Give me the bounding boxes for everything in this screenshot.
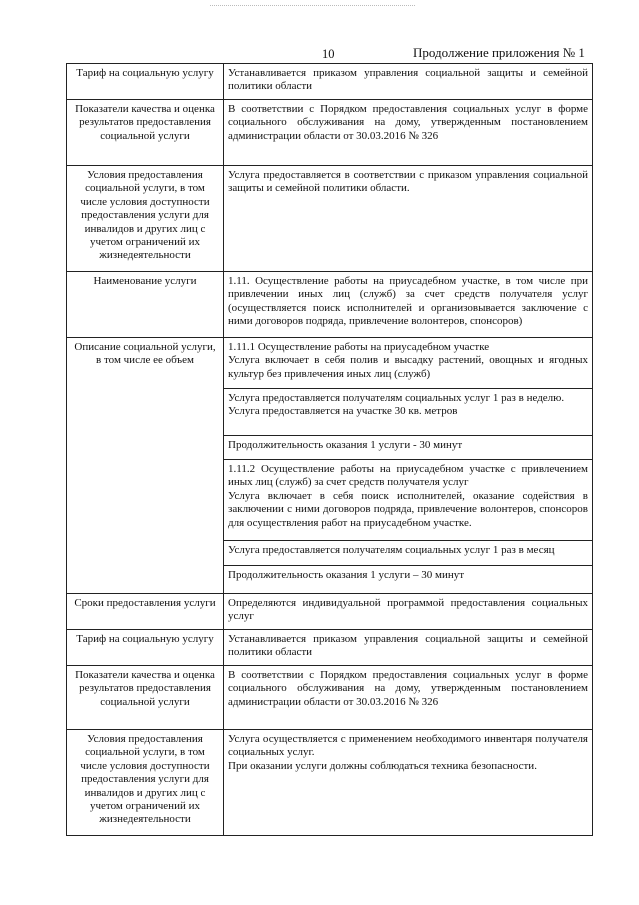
table-row: [67, 630, 593, 666]
row-label-description: Описание социальной услуги, в том числе ее объем: [67, 338, 224, 594]
row-value-conditions: Услуга предоставляется в соответствии с приказом управления социальной защиты и семейной политики области.: [224, 166, 593, 272]
description-item-text: Услуга включает в себя полив и высадку растений, овощных и ягодных культур без привлечения иных лиц (служб): [228, 354, 588, 380]
table-row: [67, 666, 593, 730]
table-row: [67, 730, 593, 836]
row-value-tariff: Устанавливается приказом управления социальной защиты и семейной политики области: [224, 630, 593, 666]
row-value-quality: В соответствии с Порядком предоставления социальных услуг в форме социального обслуживания на дому, утвержденным постановлением администрации области от 30.03.2016 № 326: [224, 100, 593, 166]
table-row: [67, 338, 593, 389]
row-value-conditions: [224, 730, 593, 836]
conditions-text: Услуга осуществляется с применением необходимого инвентаря получателя социальных услуг.: [228, 733, 588, 759]
row-label-conditions: Условия предоставления социальной услуги, в том числе условия доступности предоставления услуги для инвалидов и других лиц с учетом ограничений их жизнедеятельности: [67, 730, 224, 836]
description-item: [224, 566, 593, 594]
row-value-terms: Определяются индивидуальной программой предоставления социальных услуг: [224, 594, 593, 630]
row-value-tariff: Устанавливается приказом управления социальной защиты и семейной политики области: [224, 64, 593, 100]
description-item-title: 1.11.1 Осуществление работы на приусадебном участке: [228, 341, 490, 353]
description-item-title: Продолжительность оказания 1 услуги - 30 минут: [228, 439, 463, 451]
table-row: [67, 166, 593, 272]
description-item: [224, 541, 593, 566]
description-item-title: Продолжительность оказания 1 услуги – 30 минут: [228, 569, 465, 581]
row-label-quality: Показатели качества и оценка результатов предоставления социальной услуги: [67, 100, 224, 166]
conditions-safety-text: При оказании услуги должны соблюдаться техника безопасности.: [228, 759, 537, 772]
description-item: [224, 436, 593, 460]
row-value-quality: В соответствии с Порядком предоставления социальных услуг в форме социального обслуживания на дому, утвержденным постановлением администрации области от 30.03.2016 № 326: [224, 666, 593, 730]
row-label-tariff: Тариф на социальную услугу: [67, 630, 224, 666]
row-label-quality: Показатели качества и оценка результатов предоставления социальной услуги: [67, 666, 224, 730]
row-label-tariff: Тариф на социальную услугу: [67, 64, 224, 100]
table-row: [67, 100, 593, 166]
description-item-title: 1.11.2 Осуществление работы на приусадебном участке с привлечением иных лиц (служб) за счет средств получателя услуг: [228, 463, 588, 489]
appendix-continuation-note: Продолжение приложения № 1: [413, 45, 585, 60]
row-label-conditions: Условия предоставления социальной услуги, в том числе условия доступности предоставления услуги для инвалидов и других лиц с учетом ограничений их жизнедеятельности: [67, 166, 224, 272]
description-item: [224, 389, 593, 436]
description-item: [224, 460, 593, 541]
description-item-title: Услуга предоставляется получателям социальных услуг 1 раз в неделю.: [228, 392, 565, 404]
table-row: [67, 272, 593, 338]
table-row: [67, 594, 593, 630]
description-item: [224, 338, 593, 389]
table-row: [67, 64, 593, 100]
description-item-text: Услуга предоставляется на участке 30 кв. метров: [228, 405, 458, 418]
page-number: 10: [322, 47, 335, 61]
description-item-title: Услуга предоставляется получателям социальных услуг 1 раз в месяц: [228, 544, 555, 556]
row-label-service-name: Наименование услуги: [67, 272, 224, 338]
row-label-terms: Сроки предоставления услуги: [67, 594, 224, 630]
row-value-service-name: 1.11. Осуществление работы на приусадебном участке, в том числе при привлечении иных лиц (служб) за счет средств получателя услуг (осуществляется поиск исполнителей и организовывается заключение с ними договоров подряда, привлечение волонтеров, спонсоров): [224, 272, 593, 338]
service-description-table: [66, 63, 593, 836]
scan-top-artifact: [210, 5, 415, 6]
description-item-text: Услуга включает в себя поиск исполнителей, оказание содействия в заключении с ними договоров подряда, привлечение волонтеров, спонсоров для осуществления работ на приусадебном участке.: [228, 489, 588, 529]
